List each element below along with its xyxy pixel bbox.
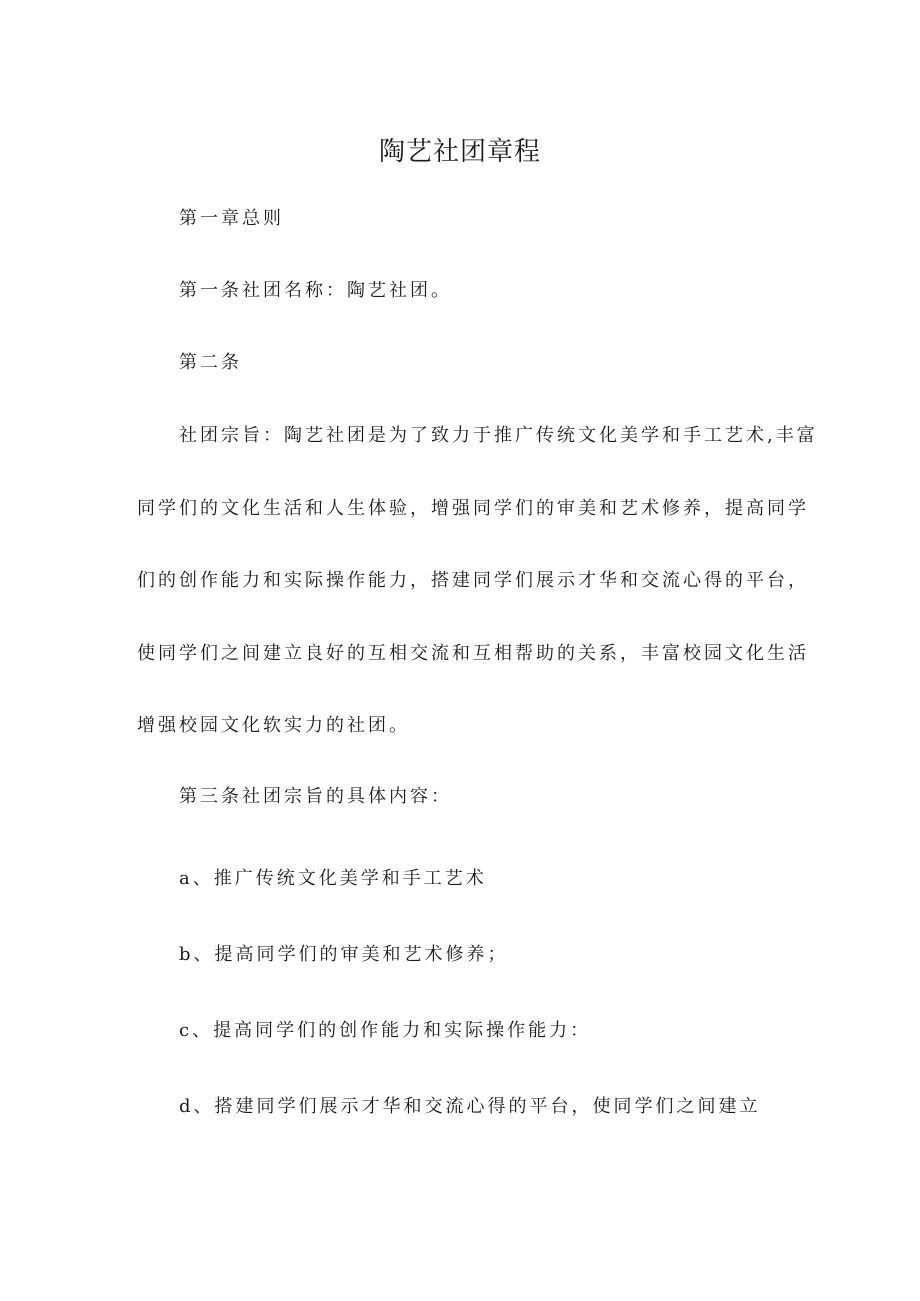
- article-3-heading: 第三条社团宗旨的具体内容：: [179, 786, 452, 807]
- list-item: b、提高同学们的审美和艺术修养；: [179, 944, 509, 965]
- list-item: c、提高同学们的创作能力和实际操作能力：: [179, 1020, 592, 1041]
- article-2-body: [137, 400, 818, 763]
- article-1: 第一条社团名称：陶艺社团。: [179, 280, 452, 301]
- article-2-line: 同学们的文化生活和人生体验，增强同学们的审美和艺术修养，提高同学: [137, 497, 809, 519]
- article-2-line: 使同学们之间建立良好的互相交流和互相帮助的关系，丰富校园文化生活: [137, 642, 809, 664]
- list-item: a、推广传统文化美学和手工艺术: [179, 868, 487, 889]
- list-item: d、搭建同学们展示才华和交流心得的平台，使同学们之间建立: [179, 1096, 761, 1117]
- chapter-heading: 第一章总则: [179, 208, 284, 229]
- document-title: 陶艺社团章程: [378, 137, 541, 167]
- article-2-line: 增强校园文化软实力的社团。: [137, 715, 410, 736]
- article-2-line: 们的创作能力和实际操作能力，搭建同学们展示才华和交流心得的平台，: [137, 570, 809, 591]
- article-2-heading: 第二条: [179, 352, 242, 373]
- article-2-line: 社团宗旨：陶艺社团是为了致力于推广传统文化美学和手工艺术,丰富: [179, 425, 818, 446]
